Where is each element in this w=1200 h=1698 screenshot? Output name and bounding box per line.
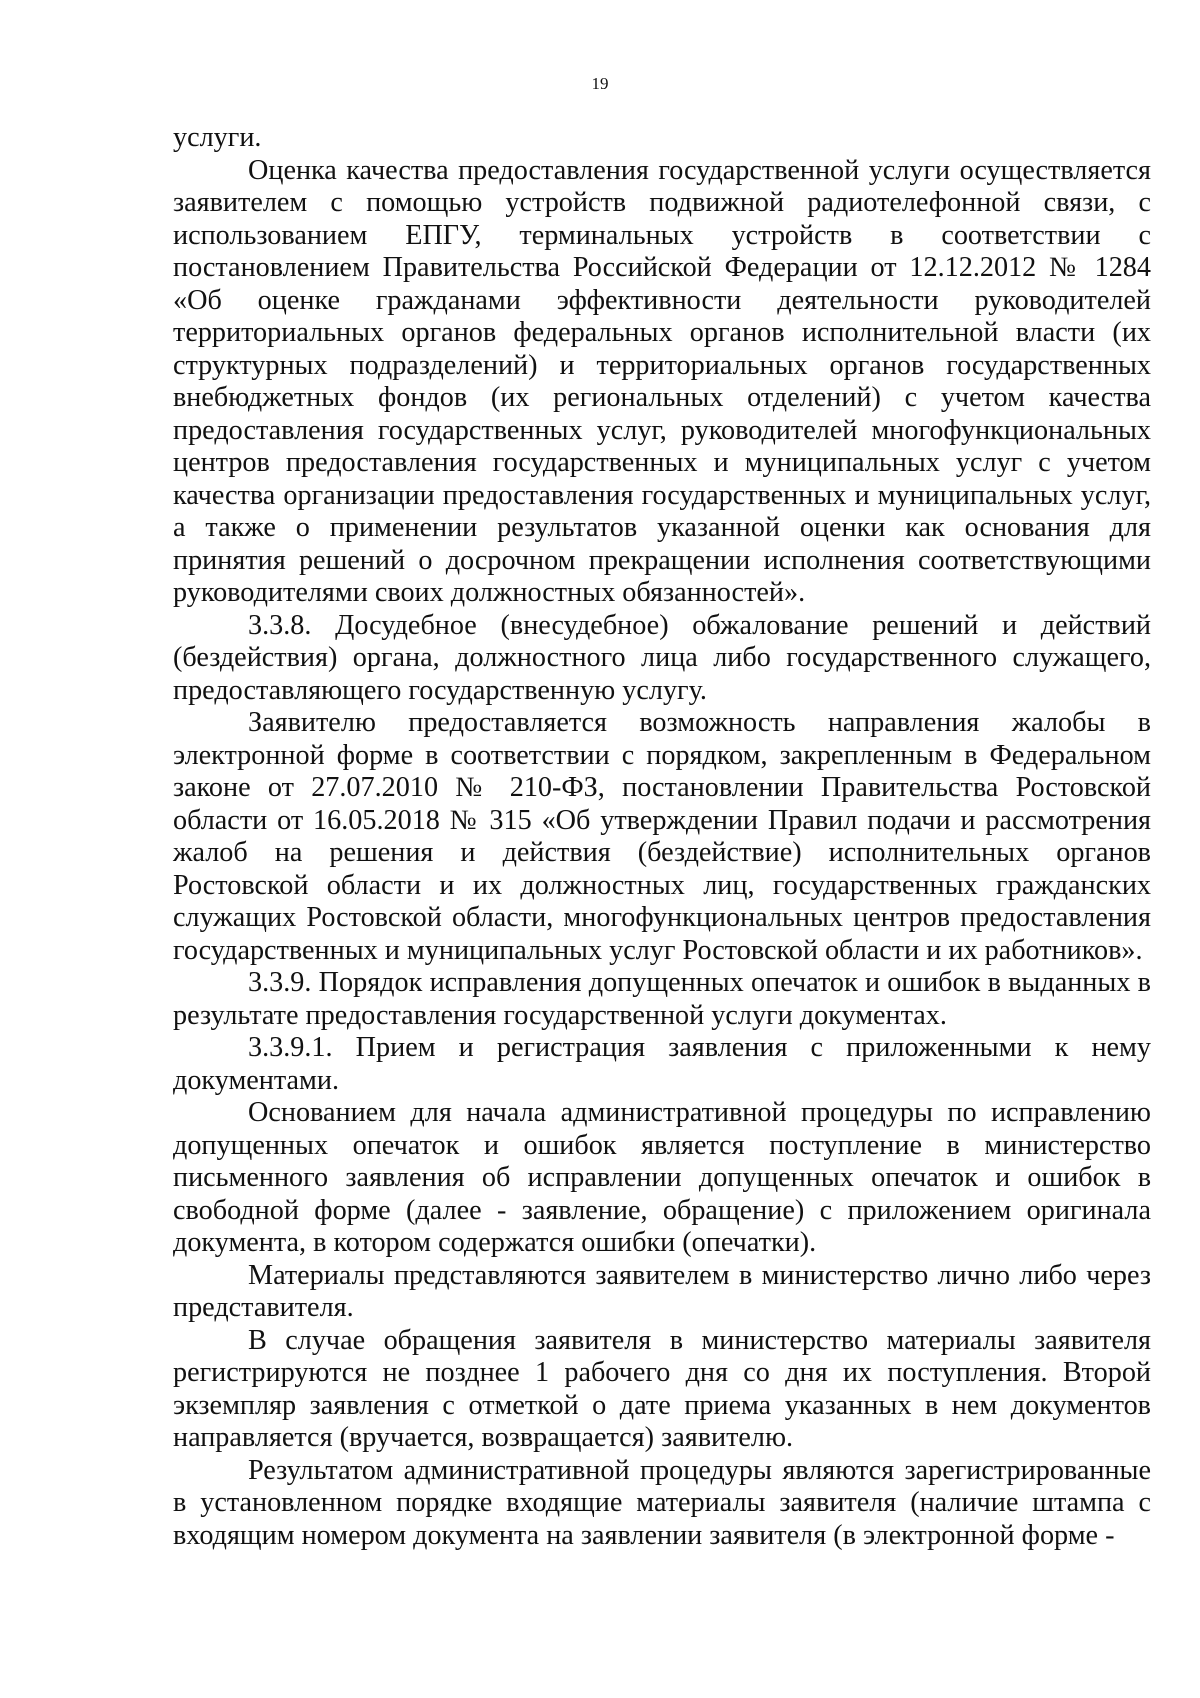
section-heading-3-3-8: 3.3.8. Досудебное (внесудебное) обжалование решений и действий (бездействия) органа, должностного лица либо государственного служащего, предоставляющего государственную услугу. (173, 609, 1151, 706)
document-body (173, 122, 1151, 1552)
paragraph: Материалы представляются заявителем в министерство лично либо через представителя. (173, 1259, 1151, 1323)
section-heading-3-3-9-1: 3.3.9.1. Прием и регистрация заявления с приложенными к нему документами. (173, 1032, 1151, 1096)
paragraph: Результатом административной процедуры являются зарегистрированные в установленном порядке входящие материалы заявителя (наличие штампа с входящим номером документа на заявлении заявителя (в электронной форме - (173, 1454, 1151, 1551)
paragraph: В случае обращения заявителя в министерство материалы заявителя регистрируются не позднее 1 рабочего дня со дня их поступления. Второй экземпляр заявления с отметкой о дате приема указанных в нем документов направляется (вручается, возвращается) заявителю. (173, 1324, 1151, 1453)
paragraph: Заявителю предоставляется возможность направления жалобы в электронной форме в соответствии с порядком, закрепленным в Федеральном законе от 27.07.2010 № 210-ФЗ, постановлении Правительства Ростовской области от 16.05.2018 № 315 «Об утверждении Правил подачи и рассмотрения жалоб на решения и действия (бездействие) исполнительных органов Ростовской области и их должностных лиц, государственных гражданских служащих Ростовской области, многофункциональных центров предоставления государственных и муниципальных услуг Ростовской области и их работников». (173, 707, 1151, 966)
page-number: 19 (591, 74, 609, 93)
section-heading-3-3-9: 3.3.9. Порядок исправления допущенных опечаток и ошибок в выданных в результате предоставления государственной услуги документах. (173, 967, 1151, 1031)
paragraph: Оценка качества предоставления государственной услуги осуществляется заявителем с помощью устройств подвижной радиотелефонной связи, с использованием ЕПГУ, терминальных устройств в соответствии с постановлением Правительства Российской Федерации от 12.12.2012 № 1284 «Об оценке гражданами эффективности деятельности руководителей территориальных органов федеральных органов исполнительной власти (их структурных подразделений) и территориальных органов государственных внебюджетных фондов (их региональных отделений) с учетом качества предоставления государственных услуг, руководителей многофункциональных центров предоставления государственных и муниципальных услуг с учетом качества организации предоставления государственных и муниципальных услуг, а также о применении результатов указанной оценки как основания для принятия решений о досрочном прекращении исполнения соответствующими руководителями своих должностных обязанностей». (173, 154, 1151, 608)
paragraph: Основанием для начала административной процедуры по исправлению допущенных опечаток и ошибок является поступление в министерство письменного заявления об исправлении допущенных опечаток и ошибок в свободной форме (далее - заявление, обращение) с приложением оригинала документа, в котором содержатся ошибки (опечатки). (173, 1097, 1151, 1258)
paragraph: услуги. (173, 122, 262, 153)
